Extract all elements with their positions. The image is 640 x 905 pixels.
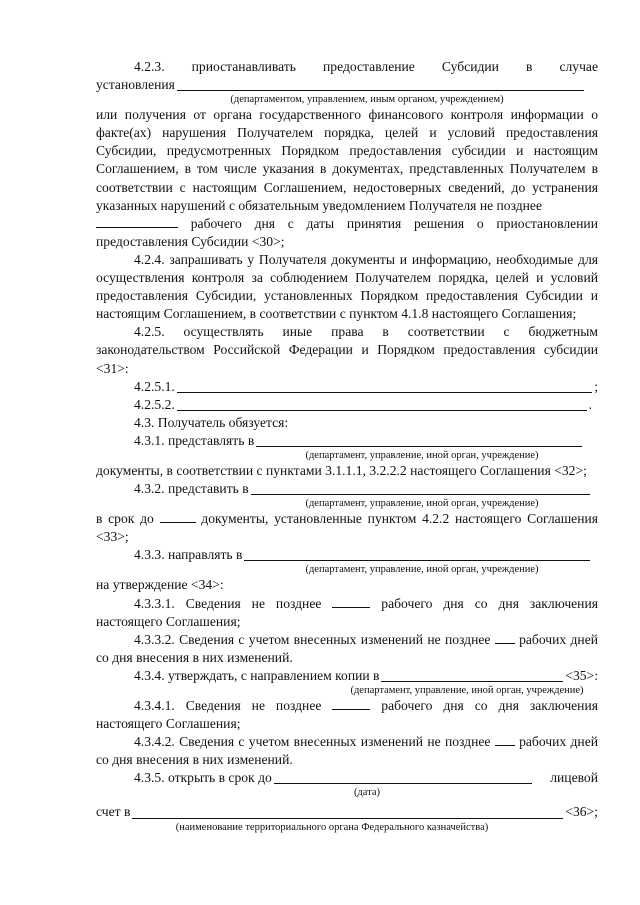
- para-4-3-2-body-a: в срок до: [96, 511, 154, 527]
- para-4-2-4: 4.2.4. запрашивать у Получателя документы и информацию, необходимые для осуществления контроля за соблюдением Получателем порядка, целей и условий предоставления Субсидии, установленных Порядком предоставления Субсидии и настоящим Соглашением, в соответствии с пунктом 4.1.8 настоящего Соглашения;: [96, 251, 598, 322]
- para-4-3-4-prefix: 4.3.4. утверждать, с направлением копии в: [134, 667, 380, 683]
- para-4-3-3-2: [96, 631, 598, 667]
- para-4-3-2-prefix: 4.3.2. представить в: [134, 481, 249, 497]
- para-4-2-3-body: или получения от органа государственного финансового контроля информации о факте(ах) нарушения Получателем порядка, целей и условий предоставления Субсидии, предусмотренных Порядком предоставления субсидии и настоящим Соглашением, в том числе указания в документах, представленных Получателем в соответствии с настоящим Соглашением, недостоверных сведений, до устранения указанных нарушений с обязательным уведомлением Получателя не позднее: [96, 107, 598, 213]
- blank-field-4-3-3-2: [495, 631, 515, 644]
- blank-field-4-3-4-2: [495, 733, 515, 746]
- para-4-2-5-2-end: .: [588, 396, 592, 412]
- para-4-3: 4.3. Получатель обязуется:: [134, 414, 289, 430]
- blank-field-4-2-5-2: [177, 397, 587, 411]
- para-4-2-5-1-end: ;: [594, 378, 598, 394]
- para-4-2-3-line1: 4.2.3. приостанавливать предоставление Субсидии в случае: [134, 59, 598, 74]
- para-4-3-3-2-b: рабочих дней со дня внесения в них изменений.: [96, 631, 598, 665]
- caption-4-3-1: (департамент, управление, иной орган, учреждение): [305, 449, 539, 461]
- blank-field-4-3-5-date: [274, 770, 532, 784]
- para-4-3-4-2-b: рабочих дней со дня внесения в них изменений.: [96, 734, 598, 768]
- blank-field-4-3-4: [381, 668, 563, 682]
- para-4-3-5-line2-suffix: <36>;: [565, 804, 598, 820]
- para-4-3-5-line1: [96, 769, 598, 787]
- caption-4-3-2: (департамент, управление, иной орган, учреждение): [305, 498, 539, 510]
- blank-field-4-3-4-1: [332, 697, 370, 710]
- para-4-3-4-1-a: 4.3.4.1. Сведения не позднее: [134, 698, 322, 713]
- para-4-2-3-tail-text: рабочего дня с даты принятия решения о приостановлении предоставления Субсидии <30>;: [96, 215, 598, 249]
- blank-field-4-3-3: [244, 547, 590, 561]
- blank-field-4-3-3-1: [332, 595, 370, 608]
- para-4-2-3-line2: [96, 76, 598, 94]
- para-4-3-1-line1: [96, 432, 598, 450]
- blank-field-4-3-1: [256, 433, 582, 447]
- caption-date: (дата): [353, 787, 381, 799]
- para-4-3-3-prefix: 4.3.3. направлять в: [134, 547, 243, 563]
- para-4-3-3-1-a: 4.3.3.1. Сведения не позднее: [134, 595, 322, 611]
- caption-4-3-4: (департамент, управление, иной орган, учреждение): [350, 685, 584, 696]
- blank-field-department: [177, 77, 584, 91]
- para-4-3-4-1-b: рабочего дня со дня заключения настоящего Соглашения;: [96, 698, 598, 732]
- blank-field-days: [96, 215, 178, 228]
- para-4-3-3-1: [96, 595, 598, 631]
- para-4-3-4-2: [96, 733, 598, 769]
- para-4-3-3-tail: на утверждение <34>:: [96, 577, 224, 593]
- para-4-2-3-tail: [96, 215, 598, 251]
- para-4-2-5-1: [96, 378, 598, 396]
- para-4-3-4-line1: [96, 667, 598, 685]
- para-4-3-1-body: документы, в соответствии с пунктами 3.1.1.1, 3.2.2.2 настоящего Соглашения <32>;: [96, 462, 587, 478]
- caption-treasury: (наименование территориального органа Федерального казначейства): [175, 821, 489, 833]
- para-4-3-4-suffix: <35>:: [565, 667, 598, 683]
- blank-field-date: [160, 510, 196, 523]
- para-4-3-5-suffix: лицевой: [550, 770, 598, 786]
- para-4-3-2-body: [96, 510, 598, 546]
- para-4-2-5-2-label: 4.2.5.2.: [134, 396, 175, 412]
- para-4-3-2-line1: [96, 480, 598, 498]
- para-4-3-3-line1: [96, 546, 598, 564]
- para-4-2-5: 4.2.5. осуществлять иные права в соответствии с бюджетным законодательством Российской Федерации и Порядком предоставления субсидии <31>:: [96, 324, 598, 376]
- blank-field-treasury: [132, 805, 563, 819]
- para-4-3-5-line2: [96, 803, 598, 821]
- blank-field-4-3-2: [251, 481, 590, 495]
- document-page: [96, 58, 598, 834]
- para-4-2-5-1-label: 4.2.5.1.: [134, 378, 175, 394]
- para-4-3-4-2-a: 4.3.4.2. Сведения с учетом внесенных изменений не позднее: [134, 734, 491, 750]
- para-4-3-1-prefix: 4.3.1. представлять в: [134, 432, 255, 448]
- caption-department: (департаментом, управлением, иным органом, учреждением): [230, 94, 504, 106]
- para-4-2-5-2: [96, 396, 598, 414]
- para-4-3-4-1: [96, 697, 598, 733]
- para-4-3-3-1-b: рабочего дня со дня заключения настоящего Соглашения;: [96, 595, 598, 629]
- para-4-3-2-body-b: документы, установленные пунктом 4.2.2 настоящего Соглашения <33>;: [96, 511, 598, 545]
- para-4-3-3-2-a: 4.3.3.2. Сведения с учетом внесенных изменений не позднее: [134, 631, 491, 647]
- para-4-3-5-line2-prefix: счет в: [96, 804, 131, 820]
- caption-4-3-3: (департамент, управление, иной орган, учреждение): [305, 564, 539, 576]
- blank-field-4-2-5-1: [177, 379, 592, 393]
- para-4-3-5-prefix: 4.3.5. открыть в срок до: [134, 770, 272, 786]
- para-4-2-3-prefix: установления: [96, 77, 175, 93]
